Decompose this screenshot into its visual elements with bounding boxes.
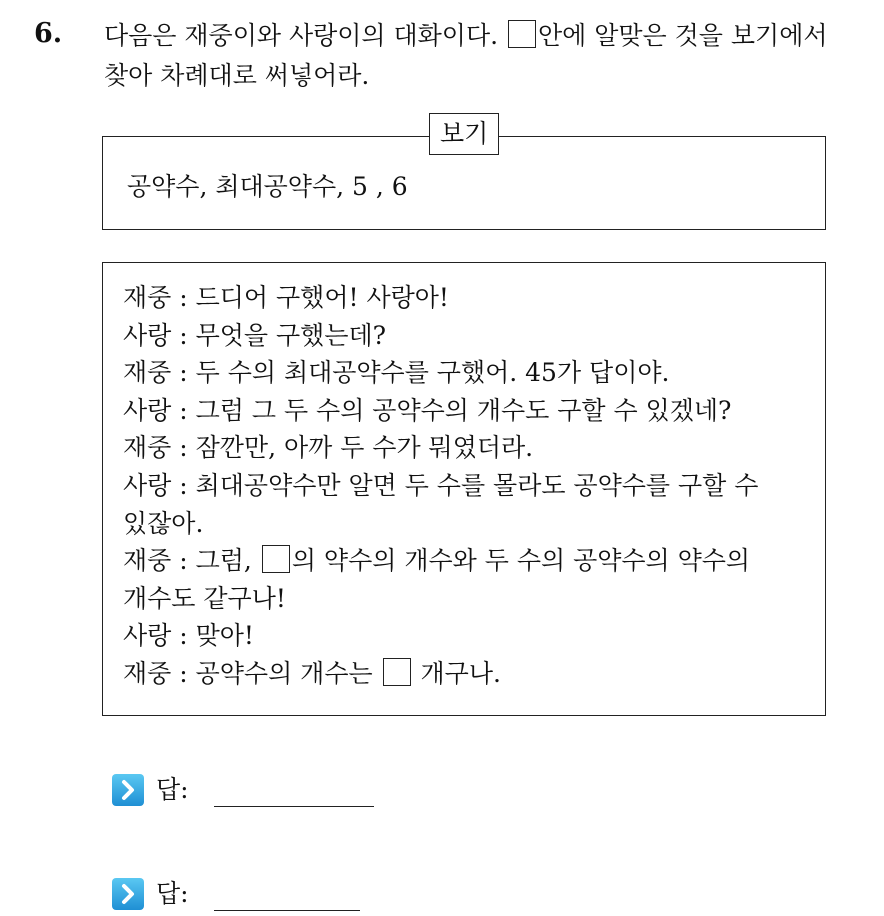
chevron-right-icon	[112, 878, 144, 910]
dialog-line	[123, 542, 807, 580]
dialog-line: 재중 : 드디어 구했어! 사랑아!	[123, 283, 449, 312]
question-blank-box	[508, 20, 536, 48]
dialog-line: 있잖아.	[123, 508, 204, 538]
bogi-content: 공약수, 최대공약수, 5 , 6	[127, 172, 408, 201]
dialog-line: 사랑 : 맞아!	[123, 621, 254, 651]
bogi-title: 보기	[429, 113, 499, 155]
dialog-line: 개수도 같구나!	[123, 583, 286, 613]
dialog-line8-part1: 재중 : 그럼,	[123, 546, 252, 576]
question-text-part2: 안에 알맞은 것을 보기에서	[538, 21, 828, 50]
answer-line-1[interactable]	[214, 806, 374, 807]
question-text-line2: 찾아 차례대로 써넣어라.	[104, 61, 370, 90]
answer-line-2[interactable]	[214, 910, 360, 911]
chevron-right-icon	[112, 774, 144, 806]
dialog-line8-part2: 의 약수의 개수와 두 수의 공약수의 약수의	[291, 546, 751, 576]
dialog-line	[123, 655, 807, 693]
dialog-line: 재중 : 잠깐만, 아까 두 수가 뭐였더라.	[123, 433, 534, 463]
question-text-part1: 다음은 재중이와 사랑이의 대화이다.	[104, 21, 499, 50]
answer-label-2: 답:	[156, 879, 189, 908]
dialog-blank-box-1	[262, 545, 290, 573]
answer-label-1: 답:	[156, 775, 189, 804]
dialog-line11-part1: 재중 : 공약수의 개수는	[123, 658, 373, 688]
dialog-line: 사랑 : 그럼 그 두 수의 공약수의 개수도 구할 수 있겠네?	[123, 395, 732, 425]
dialog-line11-part2: 개구나.	[420, 658, 501, 688]
dialog-line: 사랑 : 무엇을 구했는데?	[123, 320, 387, 350]
bogi-box	[102, 119, 826, 230]
dialog-line: 사랑 : 최대공약수만 알면 두 수를 몰라도 공약수를 구할 수	[123, 470, 759, 500]
dialog-line: 재중 : 두 수의 최대공약수를 구했어. 45가 답이야.	[123, 358, 670, 388]
question-text	[104, 16, 874, 96]
question-number: 6.	[34, 18, 63, 49]
dialog-blank-box-2	[383, 658, 411, 686]
dialog-box	[102, 262, 826, 716]
